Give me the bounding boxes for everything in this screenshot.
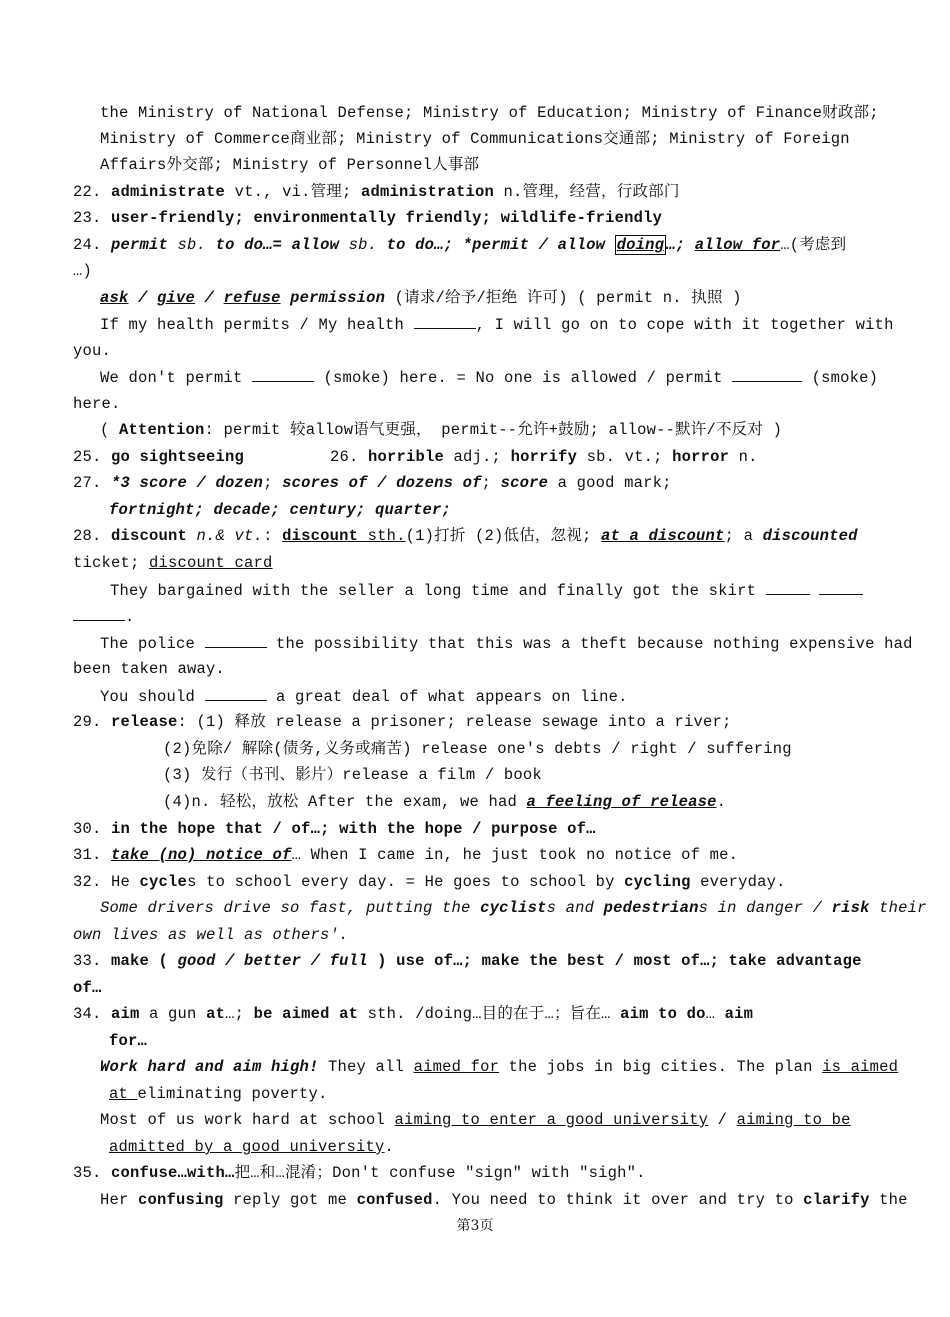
term: user-friendly; environmentally friendly; wildlife-friendly <box>111 209 663 227</box>
text: s and <box>546 899 604 917</box>
text: . <box>716 793 727 811</box>
text: Her <box>100 1191 139 1209</box>
text: vt., vi.管理; <box>225 183 361 201</box>
text: (smoke) <box>802 369 879 387</box>
answer-blank[interactable] <box>414 314 476 329</box>
text-line: (3) 发行（书刊、影片）release a film / book <box>163 766 542 784</box>
item-32 <box>73 872 786 892</box>
term: in the hope that / of…; with the hope / purpose of… <box>111 820 596 838</box>
text: / <box>708 1111 737 1129</box>
text-line: been taken away. <box>73 660 226 678</box>
term: discount <box>111 527 188 545</box>
item-24 <box>73 235 846 255</box>
text: You should <box>100 688 205 706</box>
term: clarify <box>803 1191 870 1209</box>
text: n.管理，经营，行政部门 <box>494 183 680 201</box>
term: Work hard and aim high! <box>100 1058 319 1076</box>
text: ( <box>100 421 120 439</box>
text: If my health permits / My health <box>100 316 414 334</box>
page-number: 第3页 <box>456 1218 494 1234</box>
text: (请求/给予/拒绝 许可) ( permit n. 执照 ) <box>385 289 742 307</box>
item-number: 26. <box>330 448 359 466</box>
text-line <box>100 633 913 654</box>
text: The police <box>100 635 205 653</box>
text-line <box>100 1057 898 1077</box>
term: ) use of…; make the best / most of…; take advantage <box>367 952 862 970</box>
answer-blank[interactable] <box>819 580 863 595</box>
text-line <box>100 686 628 707</box>
term: to do…; *permit / allow <box>386 236 615 254</box>
text: … When I came in, he just took no notice of me. <box>291 846 739 864</box>
text: aimed for <box>413 1058 500 1076</box>
text: is aimed <box>822 1058 899 1076</box>
text: n.& vt. <box>187 527 264 545</box>
item-34 <box>73 1004 753 1024</box>
text: , I will go on to cope with it together with <box>475 316 894 334</box>
term: release <box>111 713 178 731</box>
item-number: 23. <box>73 209 102 227</box>
term: to do…= allow <box>215 236 340 254</box>
term: confusing <box>138 1191 224 1209</box>
term: allow for <box>694 236 781 254</box>
text: They all <box>318 1058 414 1076</box>
term: refuse <box>223 289 281 307</box>
term: make ( <box>111 952 178 970</box>
term: permit <box>111 236 169 254</box>
text: adj.; <box>444 448 511 466</box>
item-number: 25. <box>73 448 102 466</box>
item-number: 24. <box>73 236 102 254</box>
term: horrify <box>510 448 578 466</box>
text-line: (2)免除/ 解除(债务,义务或痛苦) release one's debts / right / suffering <box>163 740 792 758</box>
item-number: 22. <box>73 183 102 201</box>
text: (1)打折 (2)低估，忽视; <box>405 527 602 545</box>
term: Attention <box>119 421 205 439</box>
text: the <box>869 1191 908 1209</box>
text-line <box>163 792 726 812</box>
text: / <box>195 289 224 307</box>
text: sth. <box>358 527 406 545</box>
text-line: you. <box>73 342 112 360</box>
text: aiming to be <box>736 1111 851 1129</box>
text: sb. <box>339 236 387 254</box>
answer-blank[interactable] <box>205 633 267 648</box>
text-line <box>109 1137 394 1157</box>
boxed-term: doing <box>616 236 665 254</box>
text: ; <box>263 474 283 492</box>
term: confused <box>356 1191 433 1209</box>
text: ticket; <box>73 554 150 572</box>
item-29 <box>73 712 732 732</box>
text-line: Affairs外交部; Ministry of Personnel人事部 <box>100 156 480 174</box>
term: horrible <box>368 448 445 466</box>
text-line <box>100 367 878 388</box>
term: a feeling of release <box>526 793 717 811</box>
item-28 <box>73 526 858 546</box>
term: score <box>500 474 549 492</box>
text: They bargained with the seller a long time and finally got the skirt <box>110 582 766 600</box>
term: go sightseeing <box>111 448 245 466</box>
text-line <box>100 898 927 918</box>
text: s to school every day. = He goes to school by <box>187 873 625 891</box>
item-number: 29. <box>73 713 102 731</box>
term: aim <box>724 1005 754 1023</box>
term: be aimed at <box>253 1005 359 1023</box>
text: Most of us work hard at school <box>100 1111 395 1129</box>
term: pedestrian <box>603 899 699 917</box>
item-25 <box>73 447 244 467</box>
text: a great deal of what appears on line. <box>266 688 628 706</box>
text: the possibility that this was a theft because nothing expensive had <box>266 635 913 653</box>
text: (smoke) here. = No one is allowed / permit <box>314 369 733 387</box>
term: permission <box>280 289 386 307</box>
item-number: 32. <box>73 873 102 891</box>
item-number: 31. <box>73 846 102 864</box>
text-line <box>110 580 863 601</box>
item-23 <box>73 208 662 228</box>
term: at <box>206 1005 226 1023</box>
text-line <box>100 420 782 440</box>
text: : permit 较allow语气更强， permit--允许+鼓励; allow--默许/不反对 ) <box>204 421 783 439</box>
term: at a discount <box>601 527 725 545</box>
item-27 <box>73 473 672 493</box>
text-line: own lives as well as others'. <box>73 926 349 944</box>
text-line <box>100 314 894 335</box>
term: give <box>157 289 196 307</box>
term: cycling <box>624 873 691 891</box>
term: confuse…with… <box>111 1164 235 1182</box>
text: n. <box>729 448 758 466</box>
text: . <box>384 1138 395 1156</box>
item-number: 34. <box>73 1005 102 1023</box>
text: their <box>869 899 927 917</box>
term: scores of / dozens of <box>282 474 482 492</box>
term: administration <box>360 183 495 201</box>
text-line: of… <box>73 979 102 997</box>
text: Some drivers drive so fast, putting the <box>100 899 481 917</box>
text: the jobs in big cities. The plan <box>499 1058 823 1076</box>
text: admitted by a good university <box>109 1138 385 1156</box>
text: ; a <box>724 527 763 545</box>
text: ; <box>481 474 501 492</box>
term: discount <box>282 527 359 545</box>
text: a gun <box>139 1005 207 1023</box>
text-line <box>109 1084 328 1104</box>
term: risk <box>831 899 870 917</box>
term: ask <box>100 289 129 307</box>
text-line: for… <box>109 1032 148 1050</box>
text-line: …) <box>73 262 93 280</box>
item-number: 28. <box>73 527 102 545</box>
text: …; <box>225 1005 254 1023</box>
term: cyclist <box>480 899 547 917</box>
term: good / better / full <box>177 952 368 970</box>
text: : (1) 释放 release a prisoner; release sewage into a river; <box>177 713 732 731</box>
term: discounted <box>762 527 858 545</box>
text-line <box>100 288 742 308</box>
term: aim <box>111 1005 140 1023</box>
item-number: 27. <box>73 474 102 492</box>
answer-blank[interactable] <box>732 367 802 382</box>
item-number: 33. <box>73 952 102 970</box>
text: sth. /doing…目的在于…；旨在… <box>358 1005 621 1023</box>
text: 把…和…混淆；Don't confuse "sign" with "sigh". <box>234 1164 646 1182</box>
text: / <box>128 289 158 307</box>
term: fortnight; decade; century; quarter; <box>109 501 452 519</box>
text-line: the Ministry of National Defense; Ministry of Education; Ministry of Finance财政部; <box>100 104 879 122</box>
text: sb. vt.; <box>577 448 673 466</box>
text: a good mark; <box>548 474 672 492</box>
answer-blank[interactable] <box>205 686 267 701</box>
item-35 <box>73 1163 646 1183</box>
text: everyday. <box>690 873 786 891</box>
term: cycle <box>139 873 188 891</box>
answer-blank[interactable] <box>766 580 810 595</box>
item-22 <box>73 182 680 202</box>
text: at <box>109 1085 138 1103</box>
text: sb. <box>168 236 216 254</box>
text-line <box>73 553 273 573</box>
term: horror <box>672 448 730 466</box>
text: eliminating poverty. <box>137 1085 328 1103</box>
answer-blank[interactable] <box>73 606 125 621</box>
text: We don't permit <box>100 369 253 387</box>
text-line <box>100 1190 908 1210</box>
term: aim to do <box>620 1005 706 1023</box>
text: aiming to enter a good university <box>394 1111 709 1129</box>
text-line <box>109 500 451 520</box>
text: …(考虑到 <box>780 236 847 254</box>
text: . You need to think it over and try to <box>432 1191 804 1209</box>
term: administrate <box>111 183 226 201</box>
item-33 <box>73 951 862 971</box>
item-31 <box>73 845 738 865</box>
item-30 <box>73 819 596 839</box>
item-26 <box>330 447 758 467</box>
text-line: Ministry of Commerce商业部; Ministry of Communications交通部; Ministry of Foreign <box>100 130 850 148</box>
item-number: 35. <box>73 1164 102 1182</box>
term: take (no) notice of <box>111 846 292 864</box>
text-line: . <box>73 606 135 627</box>
answer-blank[interactable] <box>252 367 314 382</box>
text-line <box>100 1110 851 1130</box>
text: … <box>705 1005 725 1023</box>
text-line: here. <box>73 395 121 413</box>
text: discount card <box>149 554 273 572</box>
text: s in danger / <box>698 899 832 917</box>
text: : <box>263 527 283 545</box>
text: He <box>111 873 140 891</box>
text: (4)n. 轻松，放松 After the exam, we had <box>163 793 527 811</box>
text: reply got me <box>223 1191 357 1209</box>
term: *3 score / dozen <box>111 474 264 492</box>
term: …; <box>666 236 695 254</box>
item-number: 30. <box>73 820 102 838</box>
